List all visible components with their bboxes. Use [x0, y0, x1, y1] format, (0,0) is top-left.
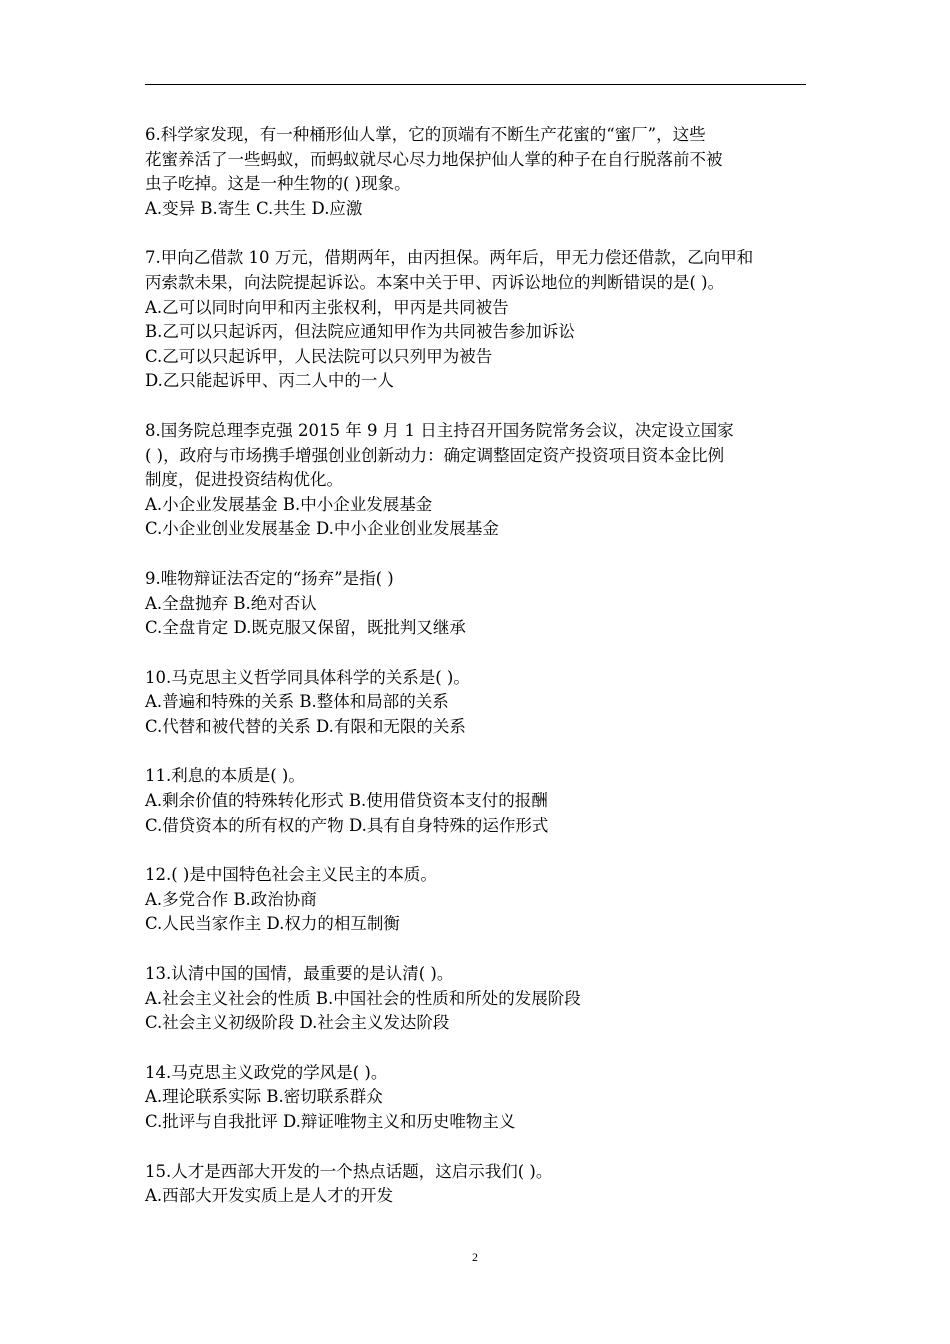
question-stem-line: 花蜜养活了一些蚂蚁，而蚂蚁就尽心尽力地保护仙人掌的种子在自行脱落前不被 — [145, 149, 723, 169]
header-rule — [145, 84, 806, 85]
question-option-line: C.全盘肯定 D.既克服又保留，既批判又继承 — [145, 618, 466, 638]
question-11 — [145, 764, 810, 838]
page-number: 2 — [472, 1250, 478, 1264]
question-list — [145, 123, 810, 1234]
question-8 — [145, 419, 810, 542]
question-option-line: C.借贷资本的所有权的产物 D.具有自身特殊的运作形式 — [145, 815, 549, 835]
question-option-line: A.多党合作 B.政治协商 — [145, 889, 317, 909]
question-15 — [145, 1160, 810, 1209]
question-option-line: C.社会主义初级阶段 D.社会主义发达阶段 — [145, 1013, 450, 1033]
question-stem-line: 8.国务院总理李克强 2015 年 9 月 1 日主持召开国务院常务会议，决定设立国家 — [145, 420, 734, 440]
question-stem-line: ( )，政府与市场携手增强创业创新动力：确定调整固定资产投资项目资本金比例 — [145, 445, 725, 465]
question-13 — [145, 962, 810, 1036]
question-option-line: A.西部大开发实质上是人才的开发 — [145, 1186, 394, 1206]
question-option-line: C.代替和被代替的关系 D.有限和无限的关系 — [145, 716, 466, 736]
question-option-line: A.理论联系实际 B.密切联系群众 — [145, 1087, 383, 1107]
question-option-line: A.小企业发展基金 B.中小企业发展基金 — [145, 494, 433, 514]
question-option-line: A.全盘抛弃 B.绝对否认 — [145, 593, 317, 613]
question-stem-line: 9.唯物辩证法否定的“扬弃”是指( ) — [145, 568, 394, 588]
question-7 — [145, 246, 810, 394]
question-stem-line: 制度，促进投资结构优化。 — [145, 470, 343, 490]
question-stem-line: 6.科学家发现，有一种桶形仙人掌，它的顶端有不断生产花蜜的“蜜厂”，这些 — [145, 125, 706, 144]
question-option-line: A.普遍和特殊的关系 B.整体和局部的关系 — [145, 692, 449, 712]
question-9 — [145, 567, 810, 641]
question-stem-line: 虫子吃掉。这是一种生物的( )现象。 — [145, 174, 411, 194]
question-option-line: D.乙只能起诉甲、丙二人中的一人 — [145, 371, 394, 391]
question-stem-line: 13.认清中国的国情，最重要的是认清( )。 — [145, 964, 454, 984]
question-6 — [145, 123, 810, 221]
question-option-line: A.社会主义社会的性质 B.中国社会的性质和所处的发展阶段 — [145, 988, 581, 1008]
question-option-line: A.变异 B.寄生 C.共生 D.应激 — [145, 198, 363, 218]
question-12 — [145, 863, 810, 937]
question-14 — [145, 1061, 810, 1135]
question-stem-line: 12.( )是中国特色社会主义民主的本质。 — [145, 865, 437, 885]
question-stem-line: 丙索款未果，向法院提起诉讼。本案中关于甲、丙诉讼地位的判断错误的是( )。 — [145, 272, 725, 292]
question-stem-line: 15.人才是西部大开发的一个热点话题，这启示我们( )。 — [145, 1161, 553, 1181]
question-option-line: C.批评与自我批评 D.辩证唯物主义和历史唯物主义 — [145, 1112, 516, 1131]
question-option-line: B.乙可以只起诉丙，但法院应通知甲作为共同被告参加诉讼 — [145, 322, 575, 342]
question-stem-line: 11.利息的本质是( )。 — [145, 766, 305, 786]
question-option-line: A.乙可以同时向甲和丙主张权利，甲丙是共同被告 — [145, 297, 509, 317]
question-stem-line: 10.马克思主义哲学同具体科学的关系是( )。 — [145, 667, 470, 687]
question-stem-line: 14.马克思主义政党的学风是( )。 — [145, 1062, 388, 1082]
question-option-line: C.乙可以只起诉甲，人民法院可以只列甲为被告 — [145, 346, 493, 366]
question-option-line: C.人民当家作主 D.权力的相互制衡 — [145, 914, 400, 934]
question-option-line: A.剩余价值的特殊转化形式 B.使用借贷资本支付的报酬 — [145, 791, 548, 811]
question-stem-line: 7.甲向乙借款 10 万元，借期两年，由丙担保。两年后，甲无力偿还借款，乙向甲和 — [145, 248, 754, 268]
question-10 — [145, 666, 810, 740]
question-option-line: C.小企业创业发展基金 D.中小企业创业发展基金 — [145, 519, 499, 539]
